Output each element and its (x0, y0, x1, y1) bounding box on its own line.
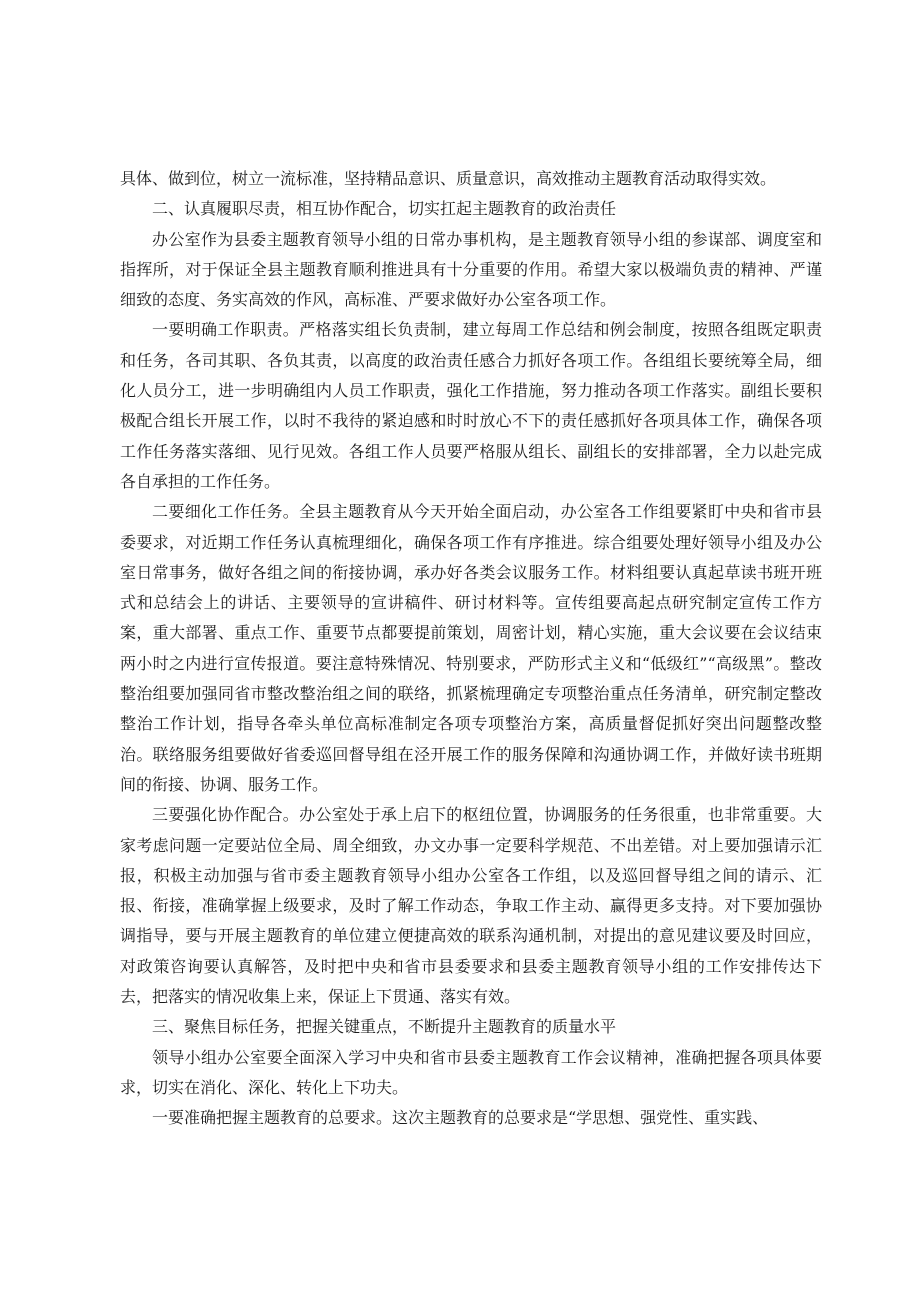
paragraph-clarify-duties: 一要明确工作职责。严格落实组长负责制，建立每周工作总结和例会制度，按照各组既定职责和任务，各司其职、各负其责，以高度的政治责任感合力抓好各项工作。各组组长要统筹全局，细化人员分工，进一步明确组内人员工作职责，强化工作措施，努力推动各项工作落实。副组长要积极配合组长开展工作，以时不我待的紧迫感和时时放心不下的责任感抓好各项具体工作，确保各项工作任务落实落细、见行见效。各组工作人员要严格服从组长、副组长的安排部署，全力以赴完成各自承担的工作任务。 (120, 320, 822, 491)
section-heading-3: 三、聚焦目标任务，把握关键重点，不断提升主题教育的质量水平 (152, 1017, 617, 1037)
paragraph-refine-tasks: 二要细化工作任务。全县主题教育从今天开始全面启动，办公室各工作组要紧盯中央和省市县委要求，对近期工作任务认真梳理细化，确保各项工作有序推进。综合组要处理好领导小组及办公室日常事务，做好各组之间的衔接协调，承办好各类会议服务工作。材料组要认真起草读书班开班式和总结会上的讲话、主要领导的宣讲稿件、研讨材料等。宣传组要高起点研究制定宣传工作方案，重大部署、重点工作、重要节点都要提前策划，周密计划，精心实施，重大会议要在会议结束两小时之内进行宣传报道。要注意特殊情况、特别要求，严防形式主义和“低级红”“高级黑”。整改整治组要加强同省市整改整治组之间的联络，抓紧梳理确定专项整治重点任务清单，研究制定整改整治工作计划，指导各牵头单位高标准制定各项专项整治方案，高质量督促抓好突出问题整改整治。联络服务组要做好省委巡回督导组在泾开展工作的服务保障和沟通协调工作，并做好读书班期间的衔接、协调、服务工作。 (120, 502, 822, 794)
section-heading-2: 二、认真履职尽责，相互协作配合，切实扛起主题教育的政治责任 (152, 199, 617, 219)
document-body (120, 164, 822, 1134)
paragraph-study-requirements: 领导小组办公室要全面深入学习中央和省市县委主题教育工作会议精神，准确把握各项具体要求，切实在消化、深化、转化上下功夫。 (120, 1047, 822, 1097)
paragraph-strengthen-cooperation: 三要强化协作配合。办公室处于承上启下的枢纽位置，协调服务的任务很重，也非常重要。大家考虑问题一定要站位全局、周全细致，办文办事一定要科学规范、不出差错。对上要加强请示汇报，积极主动加强与省市委主题教育领导小组办公室各工作组，以及巡回督导组之间的请示、汇报、衔接，准确掌握上级要求，及时了解工作动态，争取工作主动、赢得更多支持。对下要加强协调指导，要与开展主题教育的单位建立便捷高效的联系沟通机制，对提出的意见建议要及时回应，对政策咨询要认真解答，及时把中央和省市县委要求和县委主题教育领导小组的工作安排传达下去，把落实的情况收集上来，保证上下贯通、落实有效。 (120, 805, 822, 1007)
paragraph-office-role: 办公室作为县委主题教育领导小组的日常办事机构，是主题教育领导小组的参谋部、调度室和指挥所，对于保证全县主题教育顺利推进具有十分重要的作用。希望大家以极端负责的精神、严谨细致的态度、务实高效的作风，高标准、严要求做好办公室各项工作。 (120, 229, 822, 310)
paragraph-continuation: 具体、做到位，树立一流标准，坚持精品意识、质量意识，高效推动主题教育活动取得实效。 (120, 169, 777, 188)
paragraph-general-requirement: 一要准确把握主题教育的总要求。这次主题教育的总要求是“学思想、强党性、重实践、 (152, 1108, 769, 1128)
